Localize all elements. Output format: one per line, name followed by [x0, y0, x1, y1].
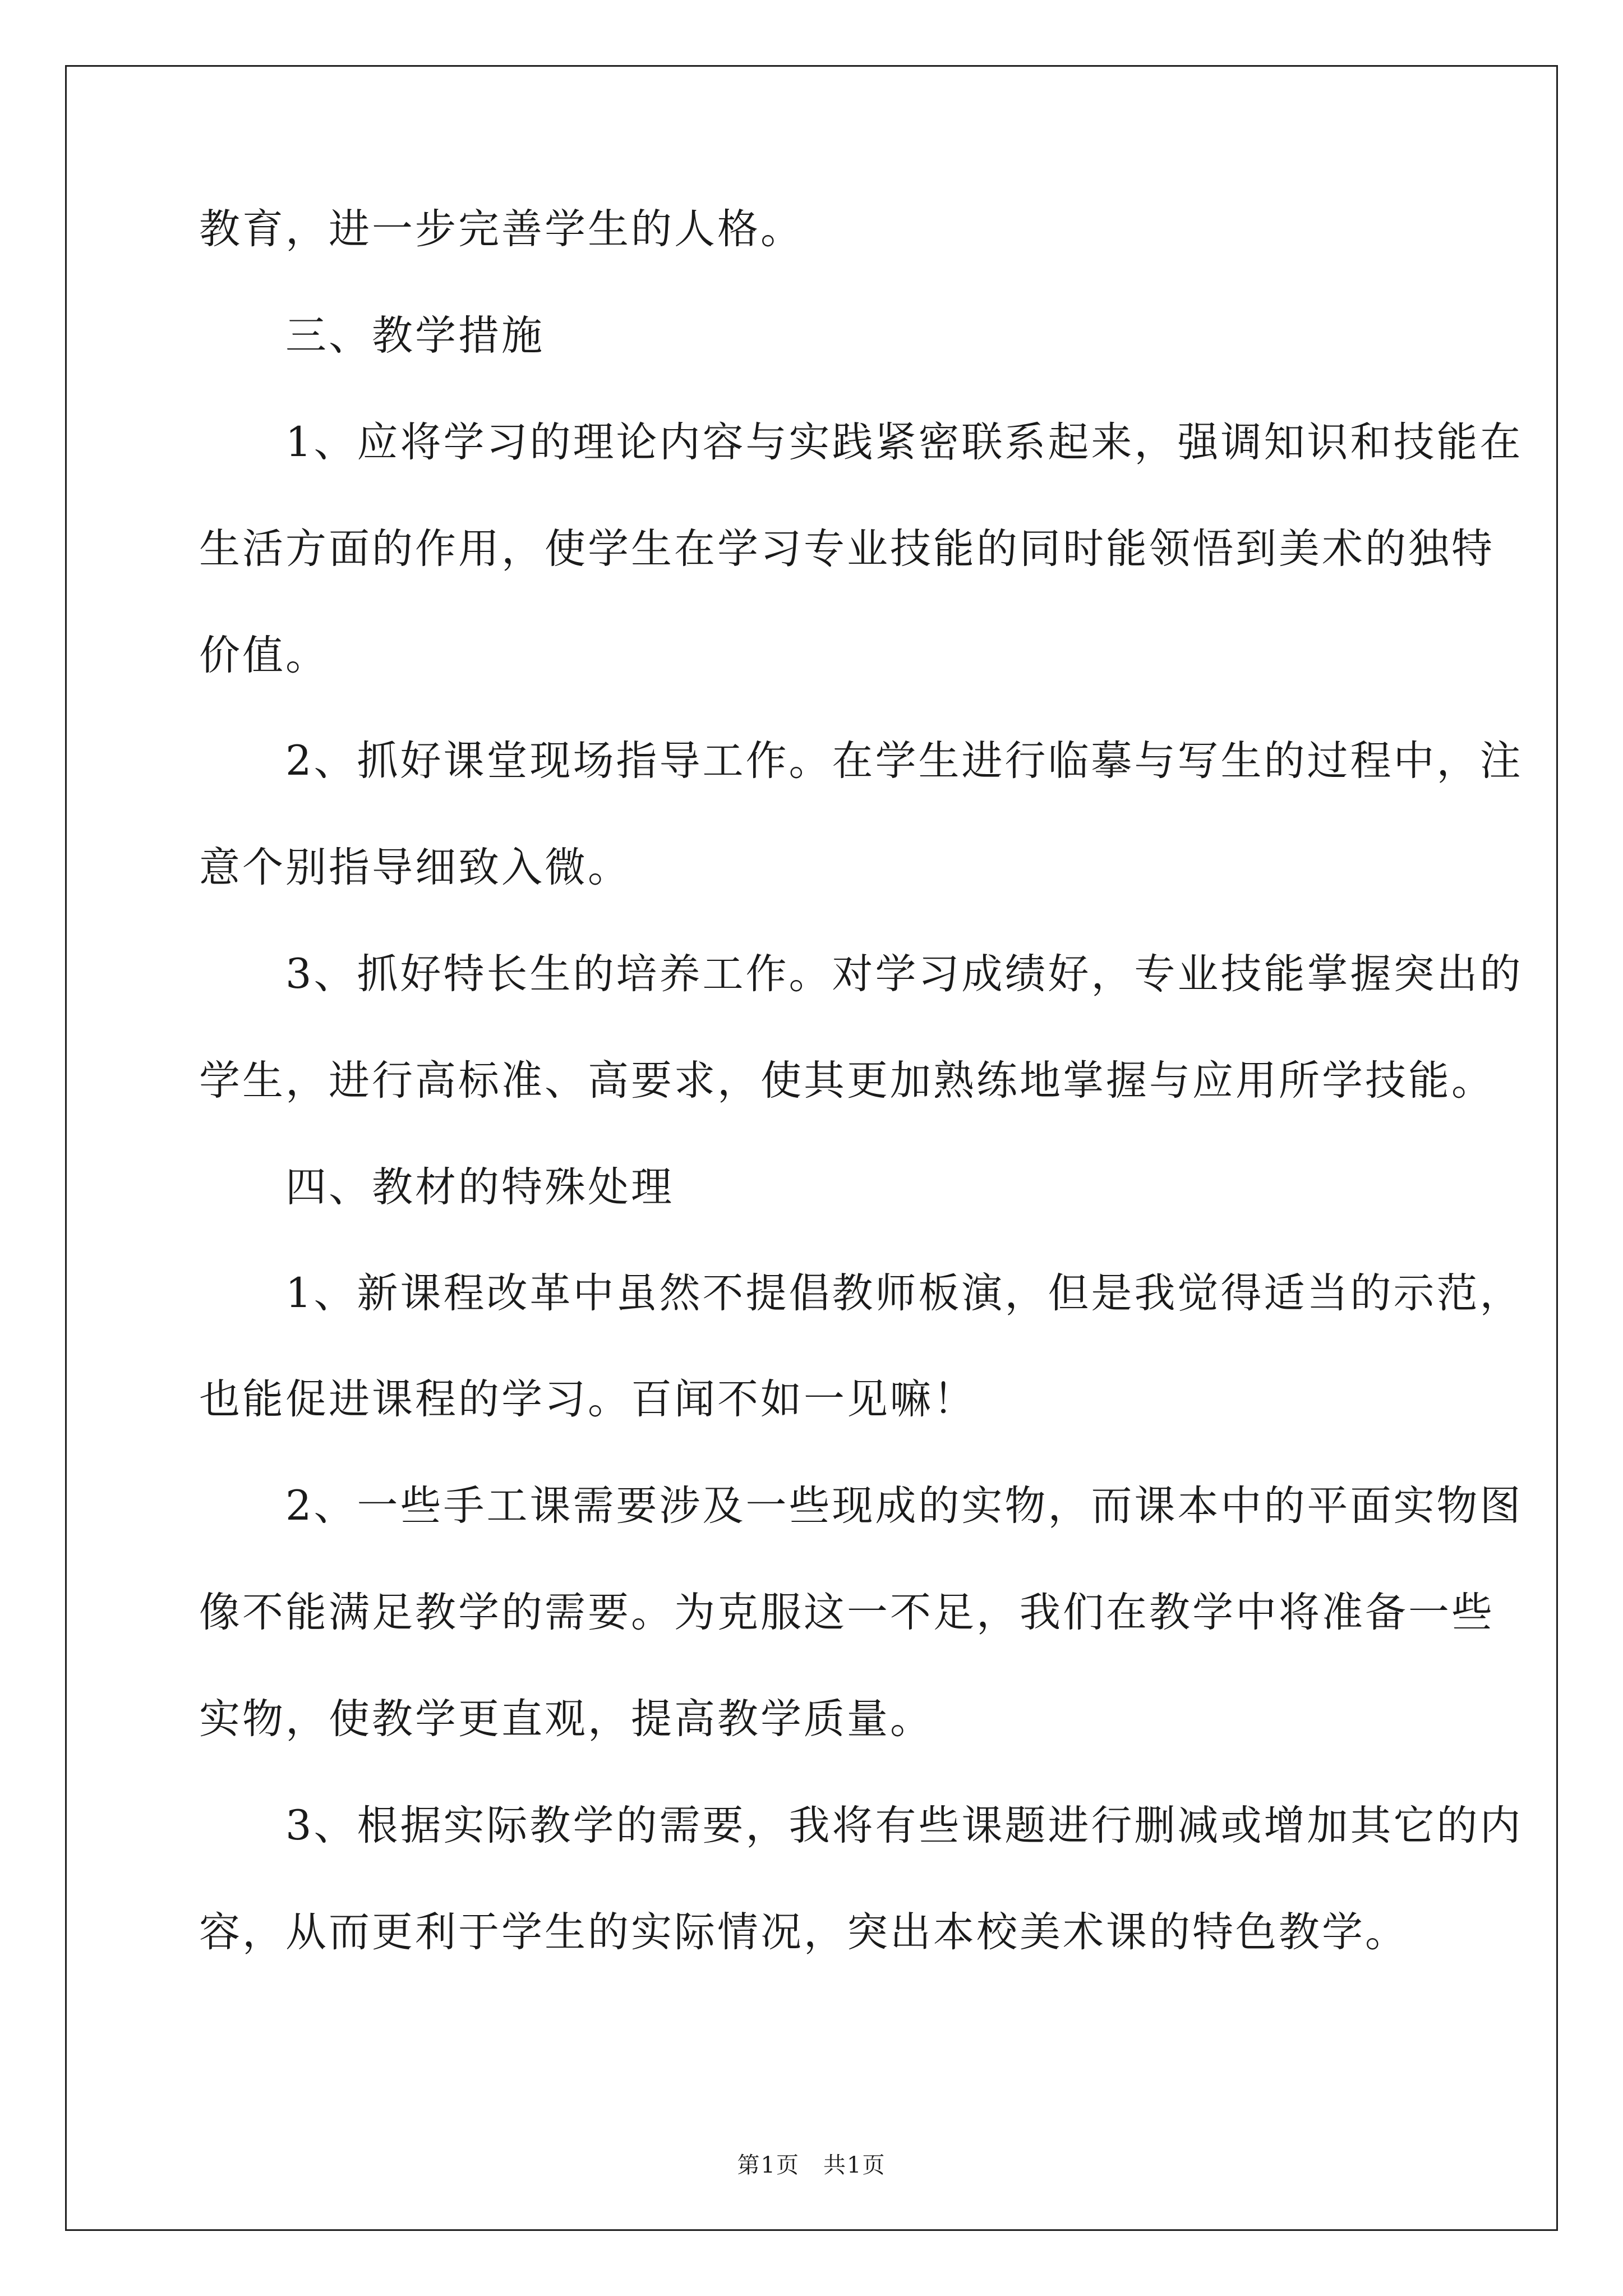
page-number-footer: 第1页 共1页	[737, 2152, 886, 2178]
text-line: 也能促进课程的学习。百闻不如一见嘛！	[199, 1375, 976, 1423]
text-line: 2、一些手工课需要涉及一些现成的实物，而课本中的平面实物图	[199, 1482, 1523, 1530]
text-line: 实物，使教学更直观，提高教学质量。	[199, 1695, 933, 1743]
text-line: 1、新课程改革中虽然不提倡教师板演，但是我觉得适当的示范，	[199, 1269, 1523, 1317]
text-line: 1、应将学习的理论内容与实践紧密联系起来，强调知识和技能在	[199, 418, 1523, 466]
text-line: 生活方面的作用，使学生在学习专业技能的同时能领悟到美术的独特	[199, 525, 1495, 573]
text-line: 3、根据实际教学的需要，我将有些课题进行删减或增加其它的内	[199, 1802, 1523, 1849]
section-heading: 三、教学措施	[199, 312, 545, 360]
text-line: 学生，进行高标准、高要求，使其更加熟练地掌握与应用所学技能。	[199, 1057, 1495, 1105]
text-line: 像不能满足教学的需要。为克服这一不足，我们在教学中将准备一些	[199, 1589, 1495, 1636]
text-line: 意个别指导细致入微。	[199, 844, 631, 891]
text-line: 3、抓好特长生的培养工作。对学习成绩好，专业技能掌握突出的	[199, 950, 1523, 998]
page-border	[65, 65, 1558, 2231]
section-heading: 四、教材的特殊处理	[199, 1163, 674, 1211]
text-line: 2、抓好课堂现场指导工作。在学生进行临摹与写生的过程中，注	[199, 737, 1523, 785]
text-line: 容，从而更利于学生的实际情况，突出本校美术课的特色教学。	[199, 1908, 1408, 1956]
text-line: 教育，进一步完善学生的人格。	[199, 205, 804, 253]
text-line: 价值。	[199, 632, 329, 679]
